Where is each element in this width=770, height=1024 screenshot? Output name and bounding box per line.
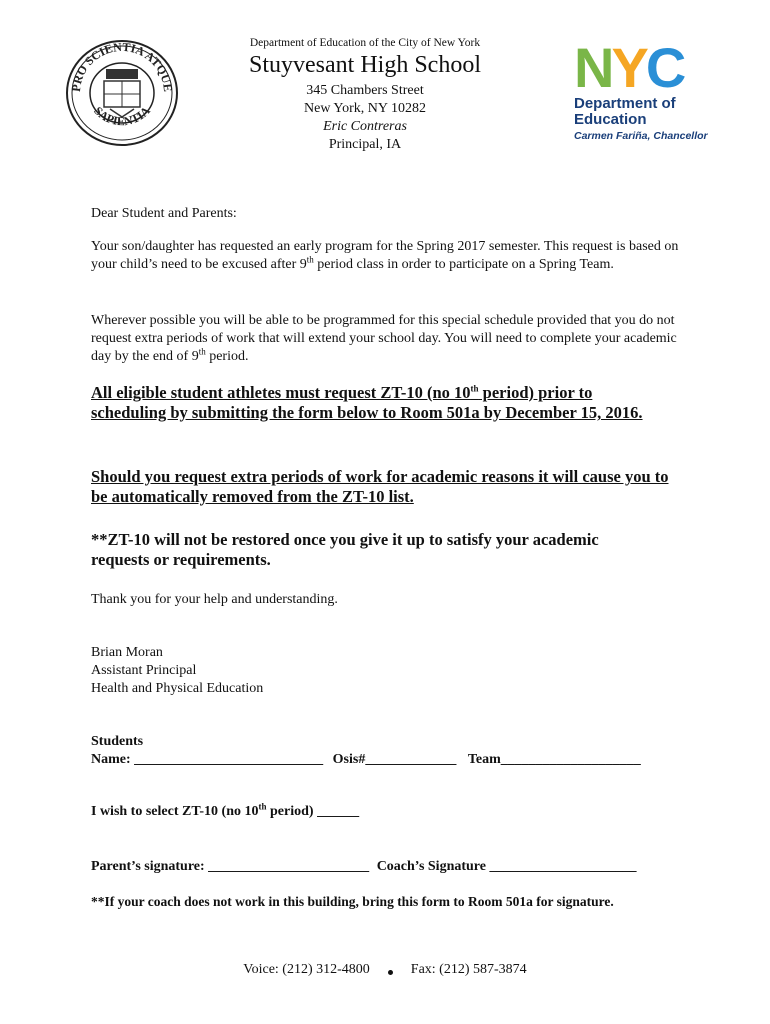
contact-footer bbox=[0, 962, 770, 978]
logo-line2: Education bbox=[574, 111, 647, 128]
notice-eligible-athletes: All eligible student athletes must request ZT-10 (no 10th period) prior to scheduling by submitting the form below to Room 501a by December 15, 2016. bbox=[91, 383, 643, 422]
notice-not-restored: **ZT-10 will not be restored once you give it up to satisfy your academic requests or requirements. bbox=[91, 530, 599, 569]
separator-dot bbox=[388, 970, 393, 975]
students-label: Students bbox=[91, 734, 144, 749]
student-name-field[interactable]: Name: ___________________________ bbox=[91, 752, 324, 767]
signer-title-1: Assistant Principal bbox=[91, 663, 197, 678]
salutation: Dear Student and Parents: bbox=[91, 206, 237, 221]
logo-letter-c: C bbox=[645, 36, 684, 99]
principal-title: Principal, IA bbox=[328, 137, 402, 152]
department-line: Department of Education of the City of New York bbox=[249, 37, 481, 49]
paragraph-1: Your son/daughter has requested an early program for the Spring 2017 semester. This request is based on your child’s need to be excused after 9th period class in order to participate on a Spring Team. bbox=[91, 239, 679, 272]
paragraph-2: Wherever possible you will be able to be programmed for this special schedule provided that you do not request extra periods of work that will extend your school day. You will need to complete your academic day by the end of 9th period. bbox=[91, 313, 677, 364]
voice-number: Voice: (212) 312-4800 bbox=[243, 962, 370, 977]
address-street: 345 Chambers Street bbox=[306, 83, 424, 98]
principal-name: Eric Contreras bbox=[323, 119, 407, 134]
signer-name: Brian Moran bbox=[91, 645, 163, 660]
team-field[interactable]: Team____________________ bbox=[467, 752, 641, 767]
fax-number: Fax: (212) 587-3874 bbox=[410, 962, 527, 977]
logo-letter-y: Y bbox=[611, 36, 646, 99]
coach-note: **If your coach does not work in this building, bring this form to Room 501a for signature. bbox=[91, 894, 614, 909]
signer-title-2: Health and Physical Education bbox=[91, 681, 264, 696]
osis-field[interactable]: Osis#_____________ bbox=[332, 752, 457, 767]
signature-row bbox=[91, 859, 691, 875]
student-info-row bbox=[91, 752, 691, 768]
seal-text-bottom: SAPIENTIA bbox=[91, 103, 153, 129]
nyc-doe-logo bbox=[574, 36, 714, 152]
zt10-select-field[interactable]: I wish to select ZT-10 (no 10th period) ______ bbox=[91, 801, 360, 819]
parent-signature-field[interactable]: Parent’s signature: _______________________ bbox=[91, 859, 370, 874]
logo-letter-n: N bbox=[574, 36, 612, 99]
logo-line1: Department of bbox=[574, 95, 676, 112]
school-name: Stuyvesant High School bbox=[249, 52, 481, 78]
seal-text-top: PRO SCIENTIA ATQUE bbox=[68, 39, 176, 93]
coach-signature-field[interactable]: Coach’s Signature _____________________ bbox=[376, 859, 637, 874]
address-city: New York, NY 10282 bbox=[304, 101, 426, 116]
logo-chancellor: Carmen Fariña, Chancellor bbox=[574, 130, 708, 142]
notice-removal: Should you request extra periods of work for academic reasons it will cause you to be automatically removed from the ZT-10 list. bbox=[91, 467, 669, 506]
thanks-line: Thank you for your help and understanding. bbox=[91, 592, 338, 607]
